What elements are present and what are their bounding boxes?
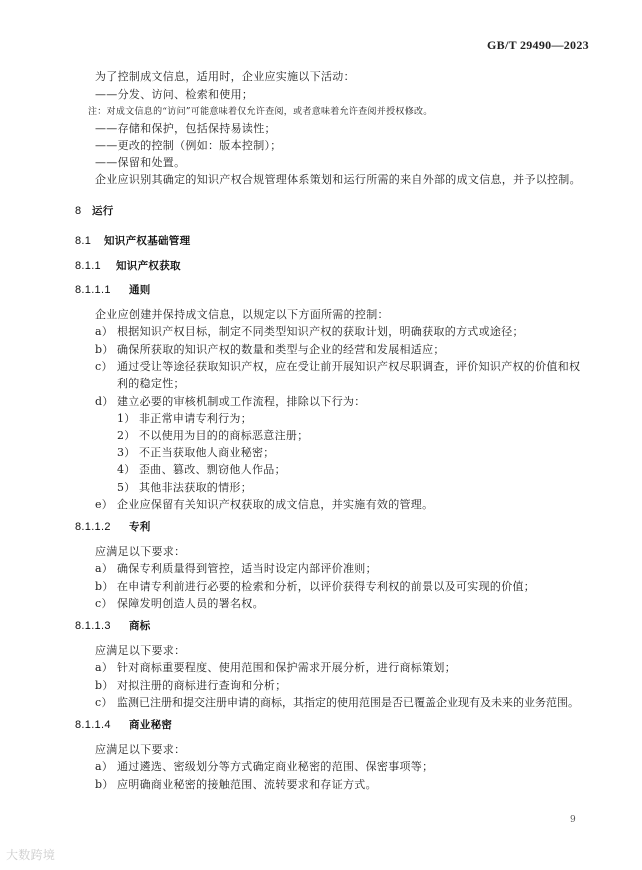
list-item-continued: 利的稳定性； [117,377,185,390]
list-item: 监测已注册和提交注册申请的商标，其指定的使用范围是否已覆盖企业现有及未来的业务范围。 [117,696,579,709]
list-item: 针对商标重要程度、使用范围和保护需求开展分析，进行商标策划； [117,661,456,674]
paragraph: 应满足以下要求： [95,644,186,657]
list-item: 企业应保留有关知识产权获取的成文信息，并实施有效的管理。 [117,498,434,511]
section-number: 8.1.1 [75,260,101,272]
section-number: 8.1.1.2 [75,521,111,533]
paragraph: 应满足以下要求： [95,545,186,558]
list-label: c） [95,597,113,610]
sublist-label: 3） [117,446,136,459]
section-number: 8.1.1.4 [75,719,111,731]
list-label: b） [95,343,114,356]
standard-number: GB/T 29490—2023 [487,38,589,52]
sublist-item: 非正常申请专利行为； [139,412,252,425]
sublist-label: 5） [117,481,136,494]
dash-item: ——更改的控制（例如：版本控制）； [95,139,282,152]
list-item: 应明确商业秘密的接触范围、流转要求和存证方式。 [117,778,377,791]
list-label: b） [95,778,114,791]
sublist-item: 其他非法获取的情形； [139,481,252,494]
list-item: 保障发明创造人员的署名权。 [117,597,264,610]
list-label: b） [95,580,114,593]
list-label: a） [95,661,114,674]
section-title: 商业秘密 [129,719,173,731]
note: 注：对成文信息的“访问”可能意味着仅允许查阅，或者意味着允许查阅并授权修改。 [88,107,433,117]
list-label: c） [95,696,113,709]
watermark-logo: 大数跨境 [6,848,56,862]
list-item: 确保专利质量得到管控，适当时设定内部评价准则； [117,562,377,575]
sublist-item: 歪曲、篡改、剽窃他人作品； [139,463,286,476]
section-title: 商标 [129,620,151,632]
list-label: b） [95,679,114,692]
list-item: 确保所获取的知识产权的数量和类型与企业的经营和发展相适应； [117,343,445,356]
list-item: 在申请专利前进行必要的检索和分析，以评价获得专利权的前景以及可实现的价值； [117,580,536,593]
list-item: 通过遴选、密级划分等方式确定商业秘密的范围、保密事项等； [117,760,434,773]
list-label: a） [95,562,114,575]
paragraph: 为了控制成文信息，适用时，企业应实施以下活动： [95,70,355,83]
dash-item: ——保留和处置。 [95,156,186,169]
dash-item: ——存储和保护，包括保持易读性； [95,122,276,135]
list-item: 根据知识产权目标，制定不同类型知识产权的获取计划，明确获取的方式或途径； [117,325,524,338]
list-item: 对拟注册的商标进行查询和分析； [117,679,287,692]
section-number: 8.1 [75,235,92,247]
paragraph: 企业应创建并保持成文信息，以规定以下方面所需的控制： [95,308,389,321]
page-number: 9 [570,815,577,825]
section-title: 知识产权基础管理 [104,235,191,247]
section-title: 运行 [92,205,114,217]
list-label: e） [95,498,114,511]
sublist-item: 不以使用为目的的商标恶意注册； [139,429,309,442]
section-number: 8.1.1.3 [75,620,111,632]
sublist-item: 不正当获取他人商业秘密； [139,446,275,459]
dash-item: ——分发、访问、检索和使用； [95,88,254,101]
section-title: 通则 [129,284,151,296]
paragraph: 应满足以下要求： [95,743,186,756]
list-label: a） [95,325,114,338]
section-number: 8 [75,205,82,217]
section-title: 专利 [129,521,151,533]
list-item: 通过受让等途径获取知识产权，应在受让前开展知识产权尽职调查，评价知识产权的价值和权 [117,360,581,373]
list-label: c） [95,360,113,373]
section-title: 知识产权获取 [116,260,181,272]
list-label: a） [95,760,114,773]
section-number: 8.1.1.1 [75,284,111,296]
sublist-label: 4） [117,463,136,476]
paragraph: 企业应识别其确定的知识产权合规管理体系策划和运行所需的来自外部的成文信息，并予以控制。 [95,173,581,186]
list-item: 建立必要的审核机制或工作流程，排除以下行为： [117,395,366,408]
list-label: d） [95,395,114,408]
sublist-label: 1） [117,412,136,425]
sublist-label: 2） [117,429,136,442]
